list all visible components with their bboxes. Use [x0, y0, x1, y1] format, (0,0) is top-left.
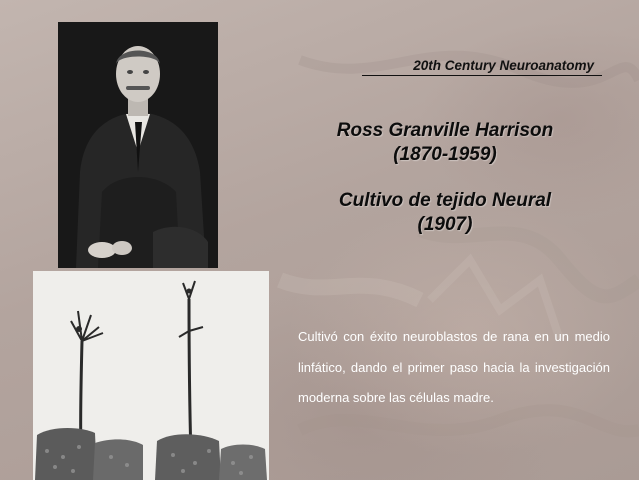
neuron-culture-photo — [33, 271, 269, 480]
work-title: Cultivo de tejido Neural — [338, 190, 552, 211]
header-subject: 20th Century Neuroanatomy — [413, 58, 594, 73]
work-year: (1907) — [417, 214, 473, 235]
scientist-lifespan: (1870-1959) — [393, 144, 497, 165]
scientist-name: Ross Granville Harrison — [336, 120, 554, 141]
title-block — [300, 119, 590, 237]
portrait-photo — [58, 22, 218, 268]
description-text: Cultivó con éxito neuroblastos de rana en un medio linfático, dando el primer paso hacia la investigación moderna sobre las células madre. — [298, 329, 610, 405]
slide-header — [362, 58, 602, 76]
